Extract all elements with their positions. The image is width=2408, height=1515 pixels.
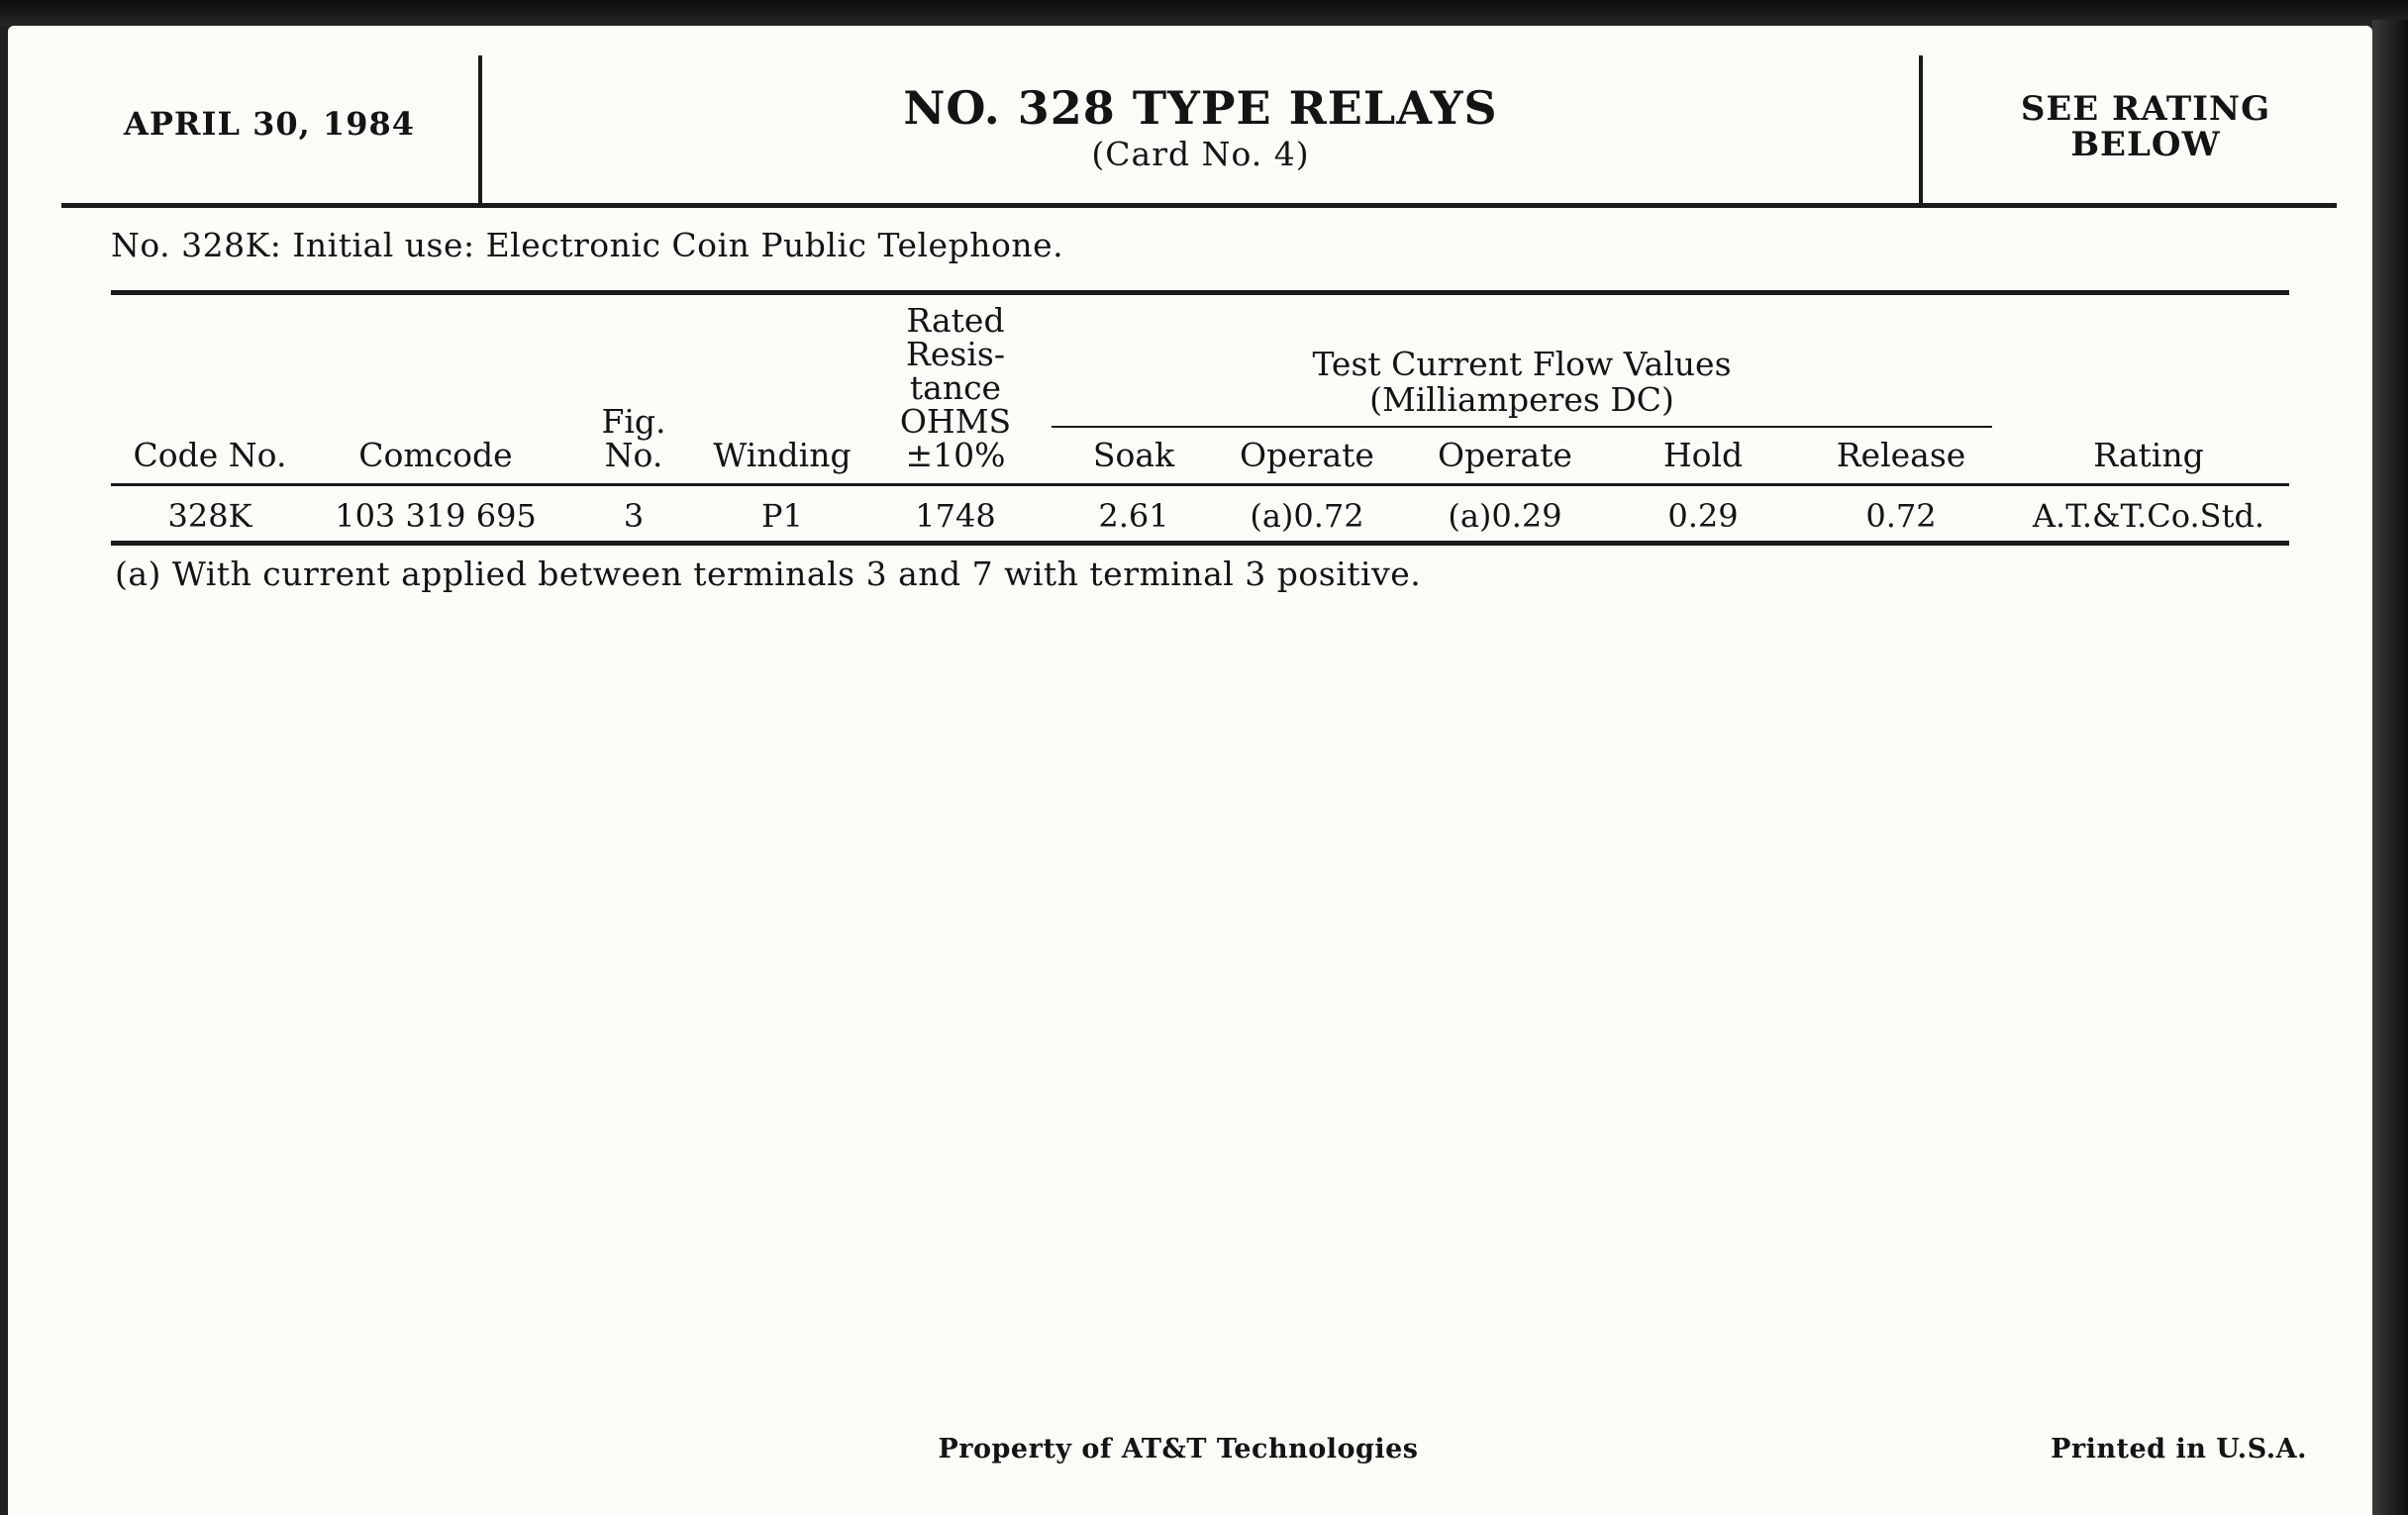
col-header-comcode: Comcode: [358, 436, 513, 474]
rating-note: [1923, 91, 2368, 162]
col-header-resistance: [871, 301, 1040, 474]
header-row-rule: [111, 483, 2289, 486]
table-bottom-rule: [111, 541, 2289, 546]
col-group-line1: Test Current Flow Values: [1312, 345, 1732, 383]
cell-release: 0.72: [1865, 497, 1937, 535]
card-number: (Card No. 4): [1091, 135, 1310, 173]
col-header-rating: Rating: [2093, 436, 2204, 474]
col-header-resistance-line5: ±10%: [905, 436, 1006, 474]
col-header-resistance-line2: Resis-: [906, 335, 1005, 373]
col-header-hold: Hold: [1662, 436, 1744, 474]
col-header-release: Release: [1836, 436, 1966, 474]
col-header-code-no: Code No.: [133, 436, 287, 474]
cell-resistance: 1748: [915, 497, 996, 535]
col-header-resistance-line4: OHMS: [899, 402, 1012, 441]
intro-text: No. 328K: Initial use: Electronic Coin Public Telephone.: [111, 226, 1064, 264]
scan-border-top: [0, 0, 2408, 26]
col-header-operate-1: Operate: [1240, 436, 1374, 474]
col-group-test-current: [1052, 347, 1992, 418]
col-header-soak: Soak: [1092, 436, 1175, 474]
footer-property: Property of AT&T Technologies: [938, 1434, 1419, 1464]
footnote: (a) With current applied between terminals 3 and 7 with terminal 3 positive.: [115, 555, 1422, 593]
cell-hold: 0.29: [1667, 497, 1739, 535]
col-group-line2: (Milliamperes DC): [1369, 380, 1674, 419]
col-header-fig-line1: Fig.: [601, 402, 666, 441]
cell-fig-no: 3: [623, 497, 645, 535]
group-header-rule: [1052, 426, 1992, 428]
cell-operate-2: (a)0.29: [1448, 497, 1562, 535]
scan-border-right: [2372, 20, 2408, 1515]
col-header-winding: Winding: [713, 436, 852, 474]
issue-date: APRIL 30, 1984: [124, 105, 415, 143]
document-title: NO. 328 TYPE RELAYS: [903, 81, 1498, 135]
col-header-resistance-line1: Rated: [906, 301, 1005, 340]
col-header-fig-line2: No.: [604, 436, 663, 474]
cell-operate-1: (a)0.72: [1250, 497, 1364, 535]
rating-note-line2: BELOW: [2070, 125, 2221, 164]
cell-winding: P1: [761, 497, 803, 535]
footer-printed: Printed in U.S.A.: [2051, 1434, 2307, 1464]
col-header-fig-no: [574, 402, 693, 474]
cell-rating: A.T.&T.Co.Std.: [2032, 497, 2265, 535]
cell-comcode: 103 319 695: [335, 497, 537, 535]
rating-note-line1: SEE RATING: [2020, 89, 2271, 129]
cell-soak: 2.61: [1098, 497, 1169, 535]
col-header-operate-2: Operate: [1438, 436, 1572, 474]
cell-code-no: 328K: [167, 497, 252, 535]
header-rule: [61, 203, 2337, 208]
col-header-resistance-line3: tance: [909, 368, 1002, 407]
table-top-rule: [111, 290, 2289, 295]
